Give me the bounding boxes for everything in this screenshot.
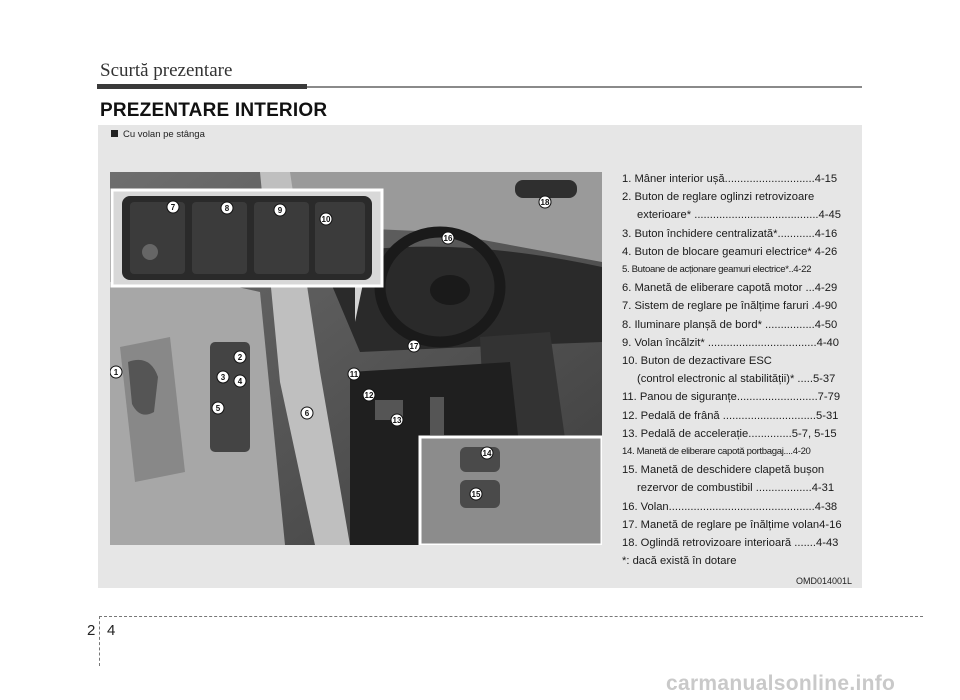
callout-13 [391, 414, 403, 426]
legend-item-cont: rezervor de combustibil ..................4-31 [637, 482, 835, 495]
legend-item: 13. Pedală de accelerație..............5-7, 5-15 [622, 427, 837, 440]
svg-text:13: 13 [392, 416, 402, 425]
callout-14 [481, 447, 493, 459]
image-code: OMD014001L [796, 576, 853, 586]
chapter-number: 2 [87, 622, 96, 639]
svg-text:9: 9 [277, 206, 283, 215]
svg-text:15: 15 [471, 490, 481, 499]
svg-text:3: 3 [220, 373, 226, 382]
legend-item-cont: exterioare* ........................................4-45 [637, 209, 841, 222]
figure-note-text: Cu volan pe stânga [123, 129, 205, 140]
callout-17 [408, 340, 420, 352]
callout-2 [234, 351, 246, 363]
callout-5 [212, 402, 224, 414]
legend-item-cont: (control electronic al stabilității)* .....5-37 [637, 373, 836, 386]
svg-text:14: 14 [482, 449, 492, 458]
callout-6 [301, 407, 313, 419]
release-levers-inset [420, 437, 602, 545]
svg-text:5: 5 [215, 404, 221, 413]
svg-text:11: 11 [349, 370, 359, 379]
svg-text:17: 17 [409, 342, 419, 351]
legend-item: 3. Buton închidere centralizată*............4-16 [622, 227, 838, 240]
rearview-mirror-shape [515, 180, 577, 198]
legend-footnote: *: dacă există în dotare [622, 555, 737, 568]
callout-8 [221, 202, 233, 214]
callout-1 [110, 366, 122, 378]
footer-dotted-divider [99, 616, 100, 666]
legend-item: 15. Manetă de deschidere clapetă bușon [622, 464, 825, 477]
svg-text:16: 16 [443, 234, 453, 243]
svg-text:2: 2 [237, 353, 243, 362]
svg-text:1: 1 [113, 368, 119, 377]
legend-item: 4. Buton de blocare geamuri electrice* 4-26 [622, 245, 838, 258]
square-bullet-icon [111, 130, 118, 137]
legend-item: 12. Pedală de frână ..............................5-31 [622, 409, 839, 422]
legend-item: 6. Manetă de eliberare capotă motor ...4-29 [622, 282, 838, 295]
footer-dotted-rule [99, 616, 923, 617]
legend-item: 7. Sistem de reglare pe înălțime faruri .4-90 [622, 300, 838, 313]
legend-item: 2. Buton de reglare oglinzi retrovizoare [622, 191, 815, 204]
svg-text:6: 6 [304, 409, 310, 418]
figure-note [111, 129, 205, 140]
callout-18 [539, 196, 551, 208]
parts-legend [622, 170, 857, 570]
legend-item: 9. Volan încălzit* ...................................4-40 [622, 336, 840, 349]
legend-item: 5. Butoane de acționare geamuri electrice*..4-22 [622, 264, 812, 276]
page-heading: PREZENTARE INTERIOR [100, 100, 328, 121]
svg-text:7: 7 [170, 203, 176, 212]
callout-11 [348, 368, 360, 380]
legend-item: 8. Iluminare planșă de bord* ................4-50 [622, 318, 838, 331]
svg-text:4: 4 [237, 377, 243, 386]
svg-text:10: 10 [321, 215, 331, 224]
callout-12 [363, 389, 375, 401]
callout-16 [442, 232, 454, 244]
legend-item: 1. Mâner interior ușă.............................4-15 [622, 173, 838, 185]
callout-3 [217, 371, 229, 383]
svg-text:18: 18 [540, 198, 550, 207]
header-rule-dark [97, 84, 307, 89]
page-number: 4 [107, 622, 116, 639]
callout-7 [167, 201, 179, 213]
svg-text:12: 12 [364, 391, 374, 400]
legend-item: 17. Manetă de reglare pe înălțime volan4-16 [622, 518, 842, 531]
watermark: carmanualsonline.info [666, 672, 896, 695]
interior-photo [110, 172, 602, 545]
callout-15 [470, 488, 482, 500]
svg-text:8: 8 [224, 204, 230, 213]
callout-4 [234, 375, 246, 387]
callout-9 [274, 204, 286, 216]
legend-item: 11. Panou de siguranțe..........................7-79 [622, 391, 841, 404]
legend-item: 10. Buton de dezactivare ESC [622, 355, 772, 368]
legend-item: 18. Oglindă retrovizoare interioară .......4-43 [622, 537, 839, 550]
callout-10 [320, 213, 332, 225]
header-rule-light [307, 86, 862, 88]
legend-item: 14. Manetă de eliberare capotă portbagaj....4-20 [622, 446, 811, 458]
section-title: Scurtă prezentare [100, 60, 233, 81]
legend-item: 16. Volan...............................................4-38 [622, 500, 838, 513]
